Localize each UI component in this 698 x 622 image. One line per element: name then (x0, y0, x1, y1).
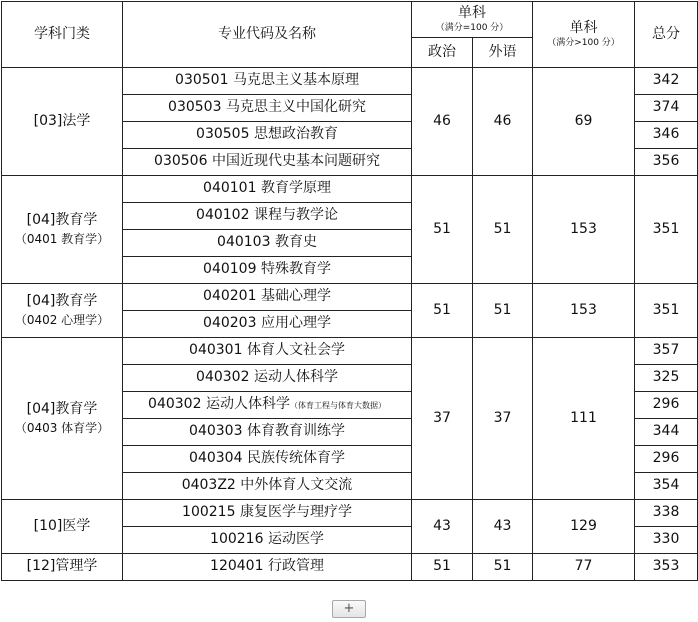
subcategory-label: （0402 心理学） (14, 313, 110, 328)
header-row (2, 2, 698, 38)
major-cell (123, 419, 412, 446)
foreign-score: 51 (473, 284, 533, 338)
major-name: 040303 体育教育训练学 (189, 423, 345, 440)
major-cell (123, 230, 412, 257)
major-name: 040301 体育人文社会学 (189, 342, 345, 359)
table-row (2, 554, 698, 581)
major-name: 040102 课程与教学论 (196, 207, 338, 224)
major-name: 040101 教育学原理 (203, 180, 331, 197)
politics-score: 37 (412, 338, 473, 500)
header-total: 总分 (635, 2, 698, 68)
foreign-score: 46 (473, 68, 533, 176)
table-row (2, 338, 698, 365)
header-single-100-note: （满分=100 分） (435, 22, 509, 33)
major-name: 040103 教育史 (217, 234, 317, 251)
header-single-over-100-note: （满分>100 分） (547, 37, 620, 48)
score-table (1, 1, 698, 581)
major-name: 0403Z2 中外体育人文交流 (181, 477, 353, 494)
major-name: 040302 运动人体科学 (148, 396, 290, 413)
major-name: 120401 行政管理 (210, 558, 324, 575)
category-cell (2, 500, 123, 554)
major-cell (123, 176, 412, 203)
header-category: 学科门类 (2, 2, 123, 68)
header-single-over-100 (533, 2, 635, 68)
foreign-score: 51 (473, 176, 533, 284)
major-cell (123, 284, 412, 311)
major-cell (123, 392, 412, 419)
total-score: 346 (635, 122, 698, 149)
total-score: 344 (635, 419, 698, 446)
major-cell (123, 500, 412, 527)
major-cell (123, 446, 412, 473)
header-single-100 (412, 2, 533, 38)
total-score: 296 (635, 392, 698, 419)
major-cell (123, 311, 412, 338)
category-label: [12]管理学 (26, 558, 98, 575)
category-label: [04]教育学 (26, 211, 98, 228)
total-score: 374 (635, 95, 698, 122)
total-score: 354 (635, 473, 698, 500)
total-score: 342 (635, 68, 698, 95)
single-score: 69 (533, 68, 635, 176)
total-score: 351 (635, 284, 698, 338)
foreign-score: 43 (473, 500, 533, 554)
category-cell (2, 176, 123, 284)
politics-score: 51 (412, 554, 473, 581)
major-cell (123, 257, 412, 284)
major-name: 040109 特殊教育学 (203, 261, 331, 278)
header-major: 专业代码及名称 (123, 2, 412, 68)
single-score: 77 (533, 554, 635, 581)
category-label: [10]医学 (33, 517, 91, 534)
major-name: 100215 康复医学与理疗学 (182, 504, 352, 521)
total-score: 330 (635, 527, 698, 554)
subcategory-label: （0401 教育学） (14, 232, 110, 247)
category-cell (2, 554, 123, 581)
politics-score: 43 (412, 500, 473, 554)
major-name: 040201 基础心理学 (203, 288, 331, 305)
major-name: 040302 运动人体科学 (196, 369, 338, 386)
major-cell (123, 203, 412, 230)
category-label: [03]法学 (33, 112, 91, 129)
total-score: 338 (635, 500, 698, 527)
header-single-100-label: 单科 (458, 5, 486, 22)
header-single-over-100-label: 单科 (569, 20, 598, 37)
single-score: 153 (533, 284, 635, 338)
score-table-body (2, 2, 698, 581)
foreign-score: 37 (473, 338, 533, 500)
single-score: 129 (533, 500, 635, 554)
major-cell (123, 149, 412, 176)
major-name: 030506 中国近现代史基本问题研究 (154, 153, 380, 170)
subcategory-label: （0403 体育学） (14, 421, 110, 436)
major-cell (123, 473, 412, 500)
major-name: 030501 马克思主义基本原理 (175, 72, 359, 89)
major-cell (123, 554, 412, 581)
major-cell (123, 365, 412, 392)
major-name: 030503 马克思主义中国化研究 (168, 99, 366, 116)
table-row (2, 176, 698, 203)
major-name: 040304 民族传统体育学 (189, 450, 345, 467)
header-politics: 政治 (412, 38, 473, 68)
table-row (2, 500, 698, 527)
major-name: 040203 应用心理学 (203, 315, 331, 332)
major-cell (123, 122, 412, 149)
total-score: 353 (635, 554, 698, 581)
header-foreign: 外语 (473, 38, 533, 68)
single-score: 111 (533, 338, 635, 500)
category-cell (2, 338, 123, 500)
table-row (2, 68, 698, 95)
category-cell (2, 68, 123, 176)
politics-score: 51 (412, 284, 473, 338)
total-score: 351 (635, 176, 698, 284)
single-score: 153 (533, 176, 635, 284)
major-cell (123, 338, 412, 365)
add-row-button[interactable]: + (332, 600, 366, 618)
major-cell (123, 68, 412, 95)
major-note: （体育工程与体育大数据） (289, 401, 386, 411)
category-label: [04]教育学 (26, 400, 98, 417)
major-name: 030505 思想政治教育 (196, 126, 338, 143)
total-score: 325 (635, 365, 698, 392)
category-cell (2, 284, 123, 338)
total-score: 356 (635, 149, 698, 176)
total-score: 357 (635, 338, 698, 365)
table-row (2, 284, 698, 311)
total-score: 296 (635, 446, 698, 473)
major-cell (123, 527, 412, 554)
major-cell (123, 95, 412, 122)
foreign-score: 51 (473, 554, 533, 581)
major-name: 100216 运动医学 (210, 531, 324, 548)
category-label: [04]教育学 (26, 292, 98, 309)
politics-score: 46 (412, 68, 473, 176)
politics-score: 51 (412, 176, 473, 284)
